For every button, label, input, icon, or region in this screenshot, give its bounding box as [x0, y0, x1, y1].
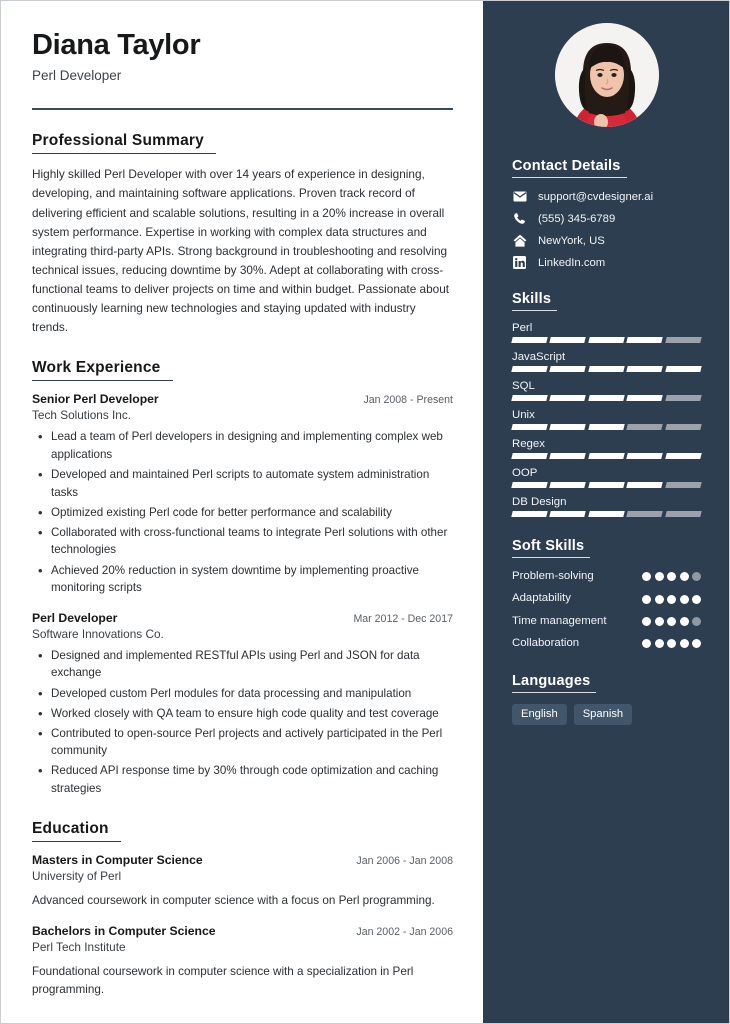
rating-dot [642, 572, 651, 581]
rating-dot [680, 617, 689, 626]
skill-bar [512, 424, 701, 430]
list-item: • Optimized existing Perl code for better performance and scalability [32, 504, 453, 522]
home-icon [512, 233, 527, 248]
skill-segment [550, 482, 587, 488]
skill-label: Unix [512, 409, 535, 421]
rating-dot [655, 639, 664, 648]
skill-row [512, 322, 701, 343]
skill-segment [626, 337, 663, 343]
experience-entry-header [32, 611, 453, 625]
skill-row [512, 351, 701, 372]
page-title: Diana Taylor [32, 29, 201, 61]
experience-entry [32, 611, 453, 798]
skill-segment [665, 395, 702, 401]
section-skills [512, 290, 701, 517]
section-heading-languages: Languages [512, 673, 596, 693]
experience-job-title: Perl Developer [32, 610, 118, 625]
skill-label: Regex [512, 438, 545, 450]
skill-row [512, 380, 701, 401]
skill-segment [626, 366, 663, 372]
skill-segment [588, 395, 625, 401]
skill-segment [665, 337, 702, 343]
section-heading-contact: Contact Details [512, 158, 627, 178]
section-heading-skills: Skills [512, 291, 557, 311]
section-languages [512, 672, 701, 725]
education-date-range: Jan 2006 - Jan 2008 [356, 854, 453, 867]
skill-bar [512, 395, 701, 401]
soft-skill-dots [642, 617, 701, 626]
soft-skill-row [512, 569, 701, 584]
education-entry-header [32, 924, 453, 938]
skill-segment [665, 453, 702, 459]
section-contact-details [512, 157, 701, 270]
experience-list [32, 392, 453, 797]
soft-skills-list [512, 569, 701, 652]
skill-label: OOP [512, 467, 538, 479]
skill-segment [550, 337, 587, 343]
education-description: Foundational coursework in computer science with a specialization in Perl programming. [32, 964, 414, 996]
skill-bar [512, 453, 701, 459]
rating-dot [680, 572, 689, 581]
header [32, 29, 453, 83]
section-heading-soft-skills: Soft Skills [512, 538, 590, 558]
list-item: • Worked closely with QA team to ensure high code quality and test coverage [32, 705, 453, 723]
list-item: • Lead a team of Perl developers in designing and implementing complex web applications [32, 428, 453, 463]
skill-bar [512, 511, 701, 517]
skill-row [512, 409, 701, 430]
skill-segment [511, 453, 548, 459]
experience-bullets [32, 647, 453, 798]
experience-date-range: Jan 2008 - Present [363, 394, 453, 407]
education-entry-header [32, 853, 453, 867]
skill-bar [512, 482, 701, 488]
rating-dot [692, 617, 701, 626]
contact-item-email[interactable] [512, 189, 701, 204]
skill-segment [511, 337, 548, 343]
education-description: Advanced coursework in computer science with a focus on Perl programming. [32, 893, 435, 907]
avatar-wrapper [512, 23, 701, 127]
contact-value-location: NewYork, US [538, 234, 605, 247]
rating-dot [692, 639, 701, 648]
rating-dot [667, 617, 676, 626]
section-heading-education: Education [32, 820, 121, 842]
skill-segment [588, 453, 625, 459]
summary-text: Highly skilled Perl Developer with over 14 years of experience in designing, developing, and maintaining software applications. Proven track record of delivering efficient and scalable solutions, resulting in a 20% increase in overall system performance. Expertise in working with complex data structures and integrating third-party APIs. Strong background in troubleshooting and resolving technical issues, reducing downtime by 30%. Adept at collaborating with cross-functional teams to deliver projects on time and within budget. Passionate about continuously learning new technologies and staying updated with industry trends. [32, 167, 450, 335]
skill-segment [626, 511, 663, 517]
skill-segment [511, 424, 548, 430]
language-pill: English [512, 704, 567, 725]
experience-company: Software Innovations Co. [32, 626, 164, 641]
section-professional-summary [32, 132, 453, 337]
education-entry [32, 853, 453, 910]
soft-skill-dots [642, 595, 701, 604]
skill-segment [665, 482, 702, 488]
skill-label: Perl [512, 322, 533, 334]
soft-skill-dots [642, 639, 701, 648]
experience-date-range: Mar 2012 - Dec 2017 [353, 612, 453, 625]
rating-dot [680, 639, 689, 648]
rating-dot [667, 572, 676, 581]
contact-value-linkedin: LinkedIn.com [538, 256, 606, 269]
skill-label: JavaScript [512, 351, 566, 363]
education-list [32, 853, 453, 999]
skill-segment [511, 511, 548, 517]
education-degree: Masters in Computer Science [32, 852, 203, 867]
soft-skill-label: Problem-solving [512, 570, 594, 582]
skill-segment [511, 366, 548, 372]
experience-job-title: Senior Perl Developer [32, 392, 159, 407]
skill-row [512, 438, 701, 459]
main-column [1, 1, 483, 1023]
education-school: Perl Tech Institute [32, 939, 126, 954]
section-education [32, 820, 453, 999]
job-title: Perl Developer [32, 68, 122, 84]
avatar [555, 23, 659, 127]
phone-icon [512, 211, 527, 226]
skill-segment [665, 424, 702, 430]
rating-dot [667, 595, 676, 604]
education-degree: Bachelors in Computer Science [32, 923, 216, 938]
skill-segment [550, 453, 587, 459]
contact-item-location[interactable] [512, 233, 701, 248]
education-entry [32, 924, 453, 999]
contact-item-phone[interactable] [512, 211, 701, 226]
rating-dot [642, 595, 651, 604]
skill-segment [511, 395, 548, 401]
list-item: • Achieved 20% reduction in system downtime by implementing proactive monitoring scripts [32, 562, 453, 597]
soft-skill-row [512, 614, 701, 629]
skill-segment [588, 424, 625, 430]
experience-bullets [32, 428, 453, 596]
skill-segment [588, 511, 625, 517]
experience-entry-header [32, 392, 453, 406]
soft-skill-label: Collaboration [512, 637, 580, 650]
skill-segment [626, 453, 663, 459]
skill-segment [550, 366, 587, 372]
skill-segment [588, 337, 625, 343]
list-item: • Developed custom Perl modules for data processing and manipulation [32, 685, 453, 703]
section-heading-summary: Professional Summary [32, 132, 216, 154]
rating-dot [655, 595, 664, 604]
contact-value-email: support@cvdesigner.ai [538, 190, 654, 203]
sidebar [483, 1, 729, 1023]
skills-list [512, 322, 701, 517]
rating-dot [680, 595, 689, 604]
skill-row [512, 496, 701, 517]
rating-dot [655, 572, 664, 581]
soft-skill-row [512, 591, 701, 606]
contact-list [512, 189, 701, 270]
section-soft-skills [512, 537, 701, 652]
experience-company: Tech Solutions Inc. [32, 408, 132, 423]
soft-skill-dots [642, 572, 701, 581]
skill-segment [511, 482, 548, 488]
skill-segment [665, 366, 702, 372]
rating-dot [692, 595, 701, 604]
language-pill: Spanish [574, 704, 632, 725]
skill-row [512, 467, 701, 488]
rating-dot [642, 639, 651, 648]
education-school: University of Perl [32, 868, 122, 883]
skill-segment [665, 511, 702, 517]
skill-label: DB Design [512, 496, 567, 508]
list-item: • Collaborated with cross-functional teams to integrate Perl solutions with other technologies [32, 524, 453, 559]
skill-segment [588, 366, 625, 372]
section-work-experience [32, 359, 453, 797]
list-item: • Contributed to open-source Perl projects and actively participated in the Perl community [32, 725, 453, 760]
rating-dot [667, 639, 676, 648]
skill-segment [626, 482, 663, 488]
skill-label: SQL [512, 380, 535, 392]
list-item: • Developed and maintained Perl scripts to automate system administration tasks [32, 466, 453, 501]
list-item: • Reduced API response time by 30% through code optimization and caching strategies [32, 762, 453, 797]
soft-skill-row [512, 636, 701, 651]
header-divider [32, 108, 453, 110]
rating-dot [692, 572, 701, 581]
contact-value-phone: (555) 345-6789 [538, 212, 616, 225]
languages-list [512, 704, 701, 725]
portrait-photo-icon [555, 23, 659, 127]
contact-item-linkedin[interactable] [512, 255, 701, 270]
rating-dot [642, 617, 651, 626]
linkedin-icon [512, 255, 527, 270]
list-item: • Designed and implemented RESTful APIs using Perl and JSON for data exchange [32, 647, 453, 682]
skill-segment [550, 395, 587, 401]
experience-entry [32, 392, 453, 596]
skill-segment [626, 395, 663, 401]
soft-skill-label: Time management [512, 614, 607, 627]
envelope-icon [512, 189, 527, 204]
skill-segment [588, 482, 625, 488]
education-date-range: Jan 2002 - Jan 2006 [356, 925, 453, 938]
skill-bar [512, 366, 701, 372]
section-heading-experience: Work Experience [32, 359, 173, 381]
skill-bar [512, 337, 701, 343]
rating-dot [655, 617, 664, 626]
soft-skill-label: Adaptability [512, 592, 571, 605]
skill-segment [626, 424, 663, 430]
skill-segment [550, 424, 587, 430]
skill-segment [550, 511, 587, 517]
